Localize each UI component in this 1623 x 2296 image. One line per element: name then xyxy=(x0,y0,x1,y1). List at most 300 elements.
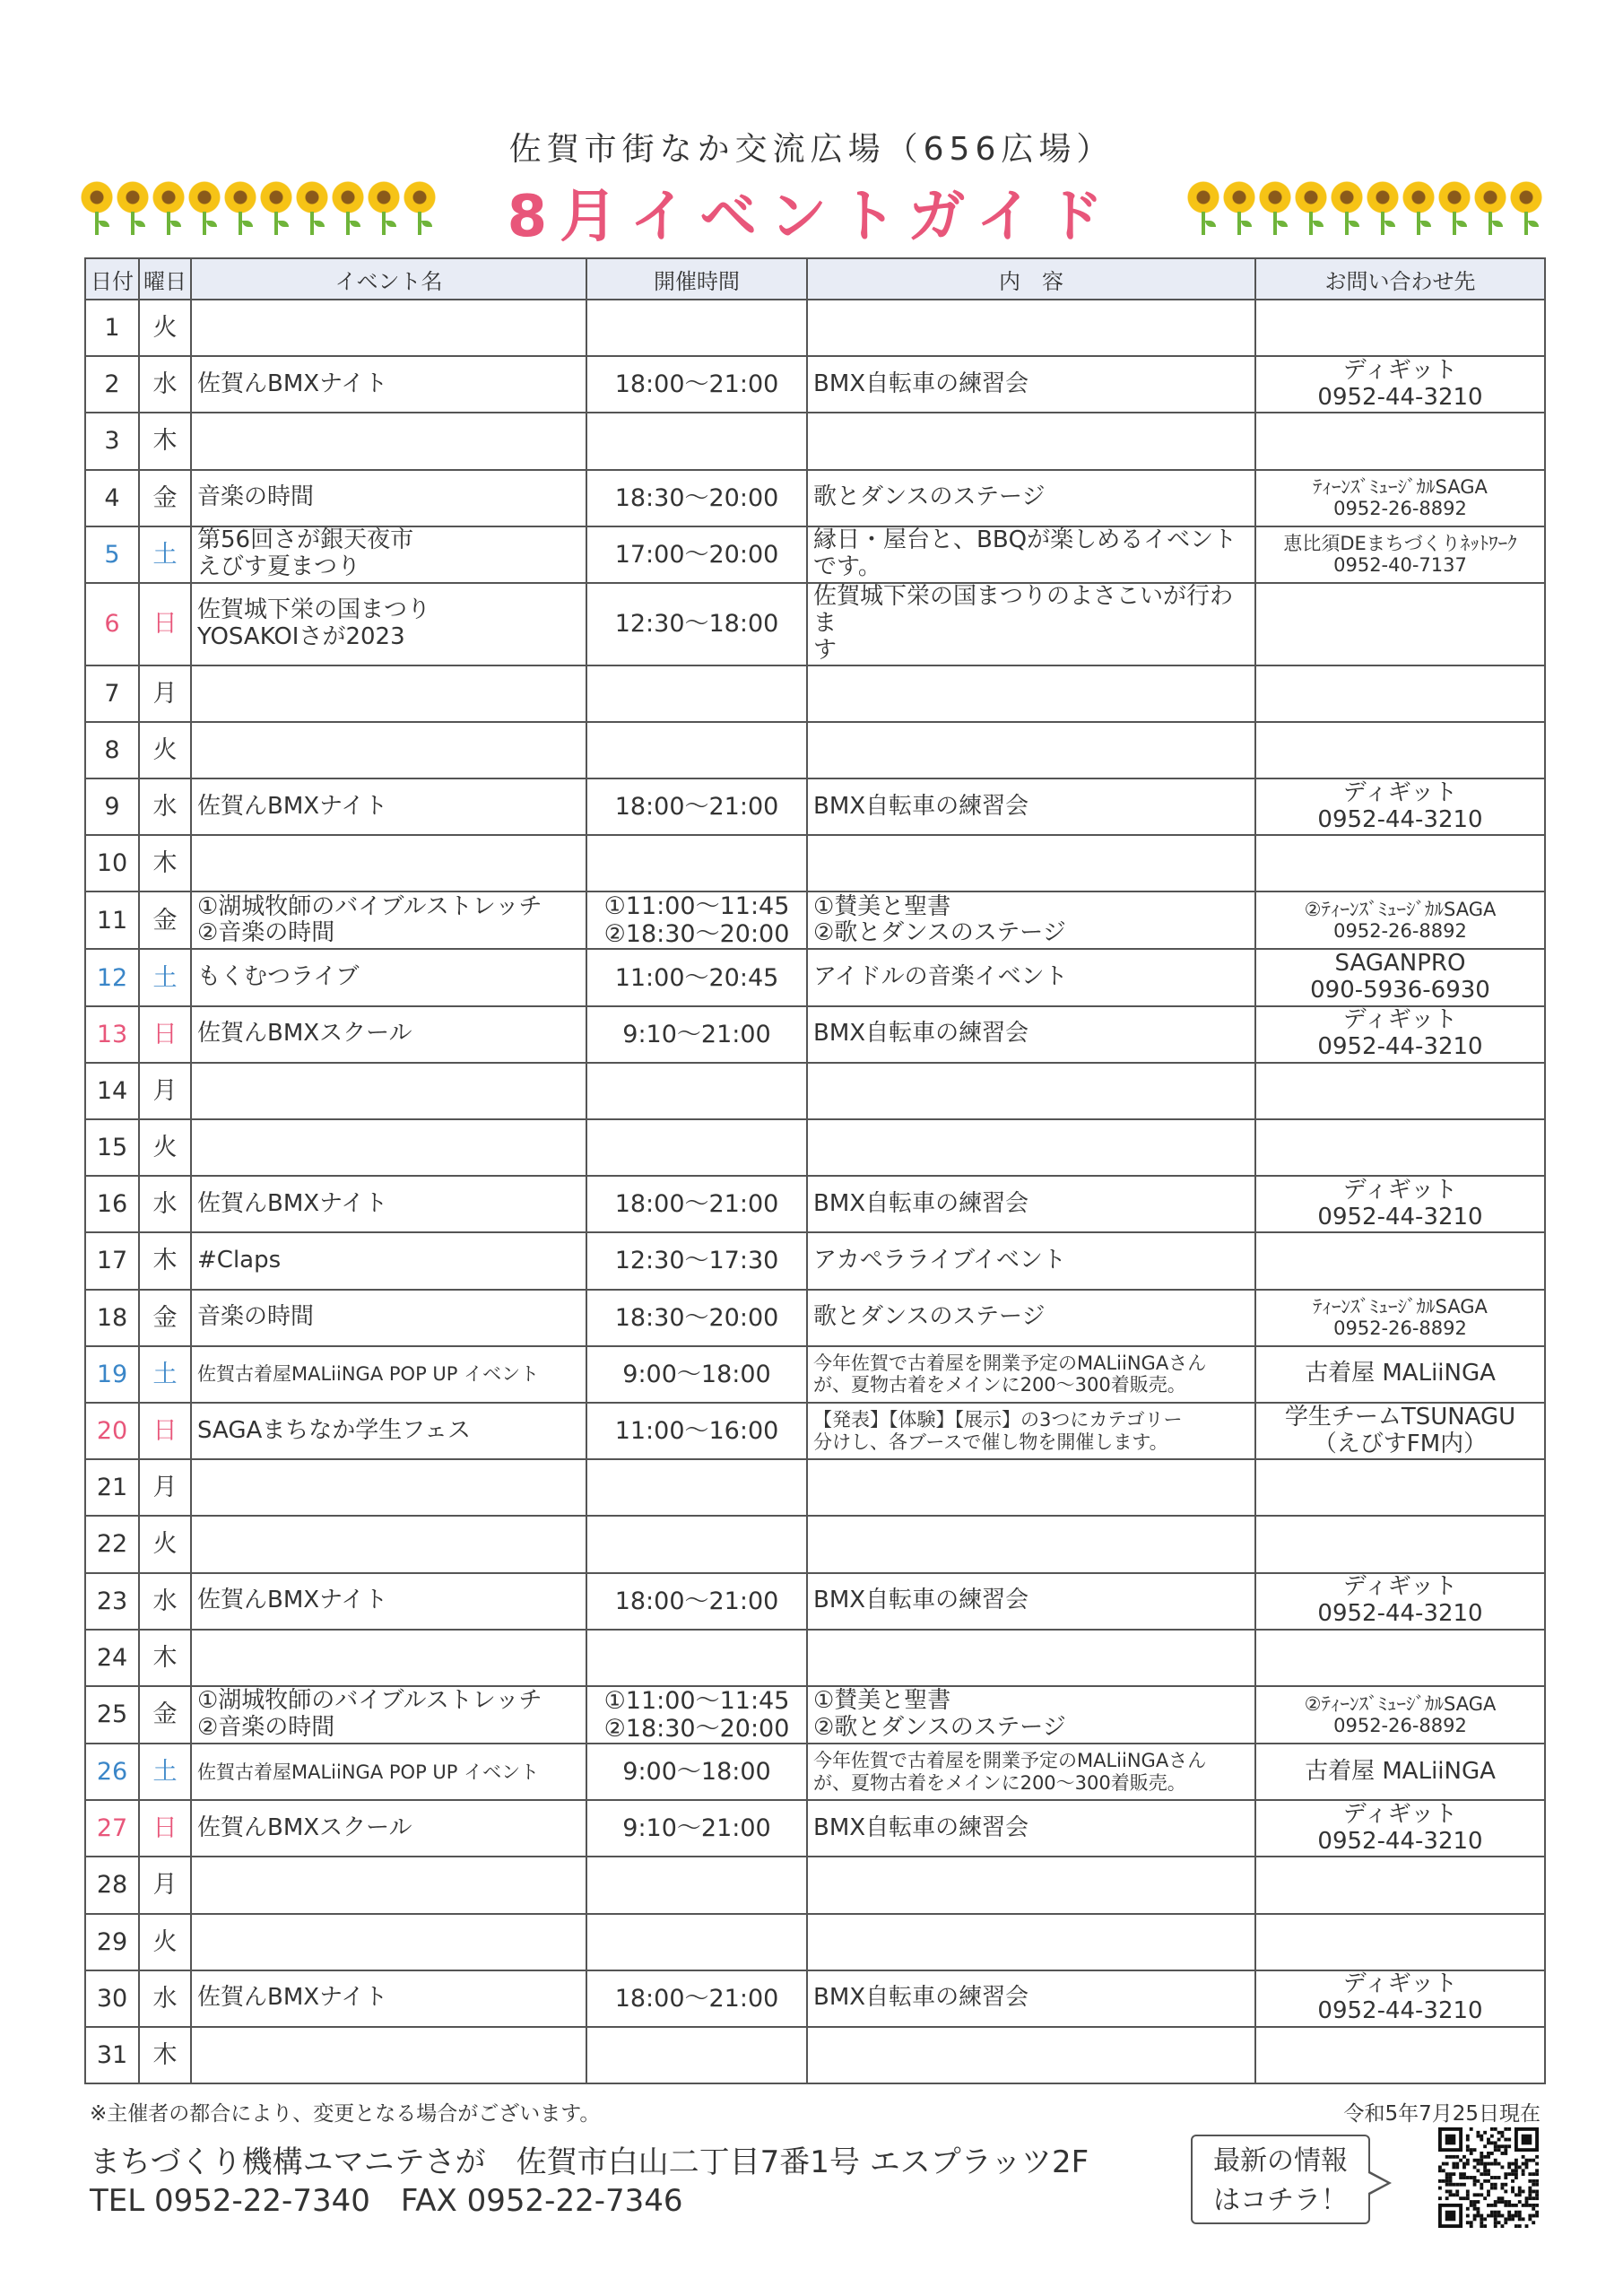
dow-cell: 火 xyxy=(139,1119,191,1176)
contact-cell-line: ディギット xyxy=(1342,1800,1458,1828)
event-name-cell xyxy=(191,1006,586,1063)
time-cell-line: 18:00～21:00 xyxy=(614,1587,779,1615)
table-row xyxy=(85,356,1545,413)
contact-cell xyxy=(1255,583,1545,665)
event-name-cell xyxy=(191,1346,586,1403)
date-cell: 10 xyxy=(85,835,139,891)
description-cell xyxy=(807,1857,1255,1913)
event-name-cell xyxy=(191,1403,586,1459)
title-row xyxy=(81,170,1542,251)
description-cell-line: BMX自転車の練習会 xyxy=(813,370,1029,397)
time-cell xyxy=(586,1970,807,2027)
sunflower-icon xyxy=(1438,181,1471,244)
description-cell xyxy=(807,1346,1255,1403)
contact-cell xyxy=(1255,722,1545,778)
event-name-cell xyxy=(191,1459,586,1516)
event-name-cell xyxy=(191,1970,586,2027)
footer-note: ※主催者の都合により、変更となる場合がございます。 xyxy=(90,2102,601,2126)
time-cell xyxy=(586,722,807,778)
time-cell xyxy=(586,1346,807,1403)
contact-cell xyxy=(1255,356,1545,413)
description-cell xyxy=(807,1800,1255,1857)
date-cell: 18 xyxy=(85,1290,139,1346)
event-name-cell xyxy=(191,413,586,469)
description-cell xyxy=(807,1119,1255,1176)
date-cell: 6 xyxy=(85,583,139,665)
time-cell-line: ①11:00～11:45 xyxy=(603,1686,790,1715)
dow-cell: 水 xyxy=(139,1573,191,1630)
event-name-cell-line: 佐賀んBMXナイト xyxy=(197,1587,388,1614)
contact-cell xyxy=(1255,835,1545,891)
dow-cell: 水 xyxy=(139,356,191,413)
callout-line-2: はコチラ！ xyxy=(1213,2184,1348,2216)
time-cell xyxy=(586,778,807,835)
time-cell xyxy=(586,1857,807,1913)
description-cell xyxy=(807,2027,1255,2083)
dow-cell: 水 xyxy=(139,1970,191,2027)
contact-cell-line: 0952-26-8892 xyxy=(1333,1714,1467,1736)
time-cell-line: 18:00～21:00 xyxy=(614,1984,779,2013)
table-row xyxy=(85,1176,1545,1232)
event-table xyxy=(84,257,1546,2084)
organizer-phone: TEL 0952-22-7340 FAX 0952-22-7346 xyxy=(90,2182,683,2219)
table-row xyxy=(85,835,1545,891)
event-name-cell-line: ②音楽の時間 xyxy=(197,1713,335,1741)
contact-cell xyxy=(1255,665,1545,722)
col-header-dow: 曜日 xyxy=(139,258,191,300)
time-cell xyxy=(586,1290,807,1346)
contact-cell-line: 恵比須DEまちづくりﾈｯﾄﾜｰｸ xyxy=(1283,533,1517,555)
table-row xyxy=(85,413,1545,469)
description-cell xyxy=(807,1459,1255,1516)
time-cell xyxy=(586,1686,807,1744)
event-name-cell xyxy=(191,2027,586,2083)
table-row xyxy=(85,1970,1545,2027)
event-name-cell-line: SAGAまちなか学生フェス xyxy=(197,1416,471,1444)
dow-cell: 月 xyxy=(139,665,191,722)
contact-cell-line: ディギット xyxy=(1342,1176,1458,1204)
description-cell-line: す xyxy=(813,636,838,664)
description-cell xyxy=(807,1232,1255,1289)
dow-cell: 日 xyxy=(139,583,191,665)
description-cell-line: アカペラライブイベント xyxy=(813,1247,1066,1274)
description-cell-line: 分けし、各ブースで催し物を開催します。 xyxy=(813,1431,1168,1453)
event-name-cell xyxy=(191,1744,586,1800)
table-row xyxy=(85,1857,1545,1913)
contact-cell xyxy=(1255,1686,1545,1744)
description-cell xyxy=(807,778,1255,835)
contact-cell-line: 0952-26-8892 xyxy=(1333,498,1467,520)
date-cell: 14 xyxy=(85,1063,139,1119)
date-cell: 23 xyxy=(85,1573,139,1630)
dow-cell: 木 xyxy=(139,2027,191,2083)
event-name-cell-line: 音楽の時間 xyxy=(197,1303,315,1331)
description-cell xyxy=(807,1573,1255,1630)
description-cell-line: ①賛美と聖書 xyxy=(813,1687,951,1715)
contact-cell-line: ディギット xyxy=(1342,778,1458,806)
contact-cell xyxy=(1255,1346,1545,1403)
dow-cell: 月 xyxy=(139,1857,191,1913)
time-cell xyxy=(586,1800,807,1857)
date-cell: 25 xyxy=(85,1686,139,1744)
description-cell-line: が、夏物古着をメインに200～300着販売。 xyxy=(813,1374,1186,1396)
sunflower-icon xyxy=(1510,181,1542,244)
table-row xyxy=(85,1914,1545,1970)
contact-cell-line: （えびすFM内） xyxy=(1313,1430,1488,1457)
contact-cell xyxy=(1255,1857,1545,1913)
event-name-cell-line: 音楽の時間 xyxy=(197,483,315,511)
date-cell: 12 xyxy=(85,949,139,1005)
date-cell: 22 xyxy=(85,1516,139,1572)
date-cell: 17 xyxy=(85,1232,139,1289)
table-row xyxy=(85,526,1545,583)
table-row xyxy=(85,1573,1545,1630)
contact-cell xyxy=(1255,2027,1545,2083)
sunflower-icon xyxy=(1331,181,1363,244)
time-cell xyxy=(586,665,807,722)
event-name-cell-line: #Claps xyxy=(197,1247,282,1274)
time-cell xyxy=(586,1176,807,1232)
col-header-date: 日付 xyxy=(85,258,139,300)
event-name-cell xyxy=(191,665,586,722)
sunflower-icon xyxy=(1402,181,1435,244)
contact-cell-line: ディギット xyxy=(1342,1006,1458,1034)
col-header-time: 開催時間 xyxy=(586,258,807,300)
time-cell xyxy=(586,1063,807,1119)
dow-cell: 木 xyxy=(139,835,191,891)
event-name-cell-line: ①湖城牧師のバイブルストレッチ xyxy=(197,1687,542,1715)
event-name-cell-line: 第56回さが銀天夜市 xyxy=(197,526,414,554)
time-cell-line: 18:00～21:00 xyxy=(614,370,779,399)
contact-cell-line: ﾃｨｰﾝｽﾞﾐｭｰｼﾞｶﾙSAGA xyxy=(1313,476,1488,499)
dow-cell: 土 xyxy=(139,1346,191,1403)
contact-cell-line: 0952-40-7137 xyxy=(1333,554,1467,577)
contact-cell-line: 090-5936-6930 xyxy=(1310,977,1490,1004)
sunflower-icon xyxy=(1259,181,1291,244)
contact-cell xyxy=(1255,413,1545,469)
description-cell xyxy=(807,1176,1255,1232)
description-cell-line: BMX自転車の練習会 xyxy=(813,1020,1029,1048)
event-name-cell xyxy=(191,470,586,526)
time-cell-line: 12:30～18:00 xyxy=(614,610,779,639)
date-cell: 20 xyxy=(85,1403,139,1459)
description-cell xyxy=(807,583,1255,665)
event-name-cell xyxy=(191,526,586,583)
description-cell-line: 歌とダンスのステージ xyxy=(813,483,1046,511)
table-row xyxy=(85,891,1545,949)
contact-cell xyxy=(1255,1290,1545,1346)
table-header-row xyxy=(85,258,1545,300)
event-name-cell-line: えびす夏まつり xyxy=(197,553,361,581)
time-cell xyxy=(586,1573,807,1630)
description-cell-line: 今年佐賀で古着屋を開業予定のMALiiNGAさん xyxy=(813,1750,1207,1772)
contact-cell xyxy=(1255,1006,1545,1063)
date-cell: 5 xyxy=(85,526,139,583)
event-name-cell-line: YOSAKOIさが2023 xyxy=(197,622,405,650)
contact-cell xyxy=(1255,1914,1545,1970)
event-name-cell xyxy=(191,1573,586,1630)
time-cell xyxy=(586,583,807,665)
table-row xyxy=(85,583,1545,665)
subtitle: 佐賀市街なか交流広場（656広場） xyxy=(508,131,1115,168)
description-cell-line: ②歌とダンスのステージ xyxy=(813,1713,1066,1741)
event-name-cell xyxy=(191,1063,586,1119)
time-cell xyxy=(586,1403,807,1459)
qr-code-icon[interactable] xyxy=(1438,2127,1539,2228)
time-cell xyxy=(586,1516,807,1572)
description-cell-line: ②歌とダンスのステージ xyxy=(813,919,1066,947)
contact-cell xyxy=(1255,1630,1545,1686)
contact-cell-line: ②ﾃｨｰﾝｽﾞﾐｭｰｼﾞｶﾙSAGA xyxy=(1304,899,1497,921)
time-cell xyxy=(586,300,807,356)
time-cell-line: ②18:30～20:00 xyxy=(603,1714,790,1743)
dow-cell: 木 xyxy=(139,413,191,469)
sunflower-row-right xyxy=(1187,181,1542,244)
date-cell: 3 xyxy=(85,413,139,469)
contact-cell-line: ディギット xyxy=(1342,1573,1458,1601)
event-name-cell-line: 佐賀んBMXナイト xyxy=(197,1984,388,2012)
dow-cell: 土 xyxy=(139,526,191,583)
latest-info-callout xyxy=(1191,2135,1370,2224)
dow-cell: 水 xyxy=(139,1176,191,1232)
time-cell-line: 9:00～18:00 xyxy=(622,1758,771,1787)
description-cell xyxy=(807,1290,1255,1346)
contact-cell xyxy=(1255,1176,1545,1232)
date-cell: 21 xyxy=(85,1459,139,1516)
col-header-contact: お問い合わせ先 xyxy=(1255,258,1545,300)
time-cell-line: 18:30～20:00 xyxy=(614,483,779,512)
date-cell: 7 xyxy=(85,665,139,722)
table-row xyxy=(85,1516,1545,1572)
description-cell-line: です。 xyxy=(813,553,881,581)
table-row xyxy=(85,949,1545,1005)
table-row xyxy=(85,1744,1545,1800)
organizer-address: まちづくり機構ユマニテさが 佐賀市白山二丁目7番1号 エスプラッツ2F xyxy=(90,2144,1089,2180)
col-header-desc: 内 容 xyxy=(807,258,1255,300)
date-cell: 13 xyxy=(85,1006,139,1063)
description-cell-line: アイドルの音楽イベント xyxy=(813,963,1068,991)
description-cell-line: BMX自転車の練習会 xyxy=(813,1189,1029,1217)
sunflower-icon xyxy=(1187,181,1219,244)
time-cell-line: 18:00～21:00 xyxy=(614,793,779,822)
page-title: 8月イベントガイド xyxy=(507,184,1116,250)
contact-cell xyxy=(1255,1744,1545,1800)
event-name-cell xyxy=(191,300,586,356)
event-name-cell-line: 佐賀んBMXスクール xyxy=(197,1020,412,1048)
contact-cell xyxy=(1255,1403,1545,1459)
time-cell xyxy=(586,1459,807,1516)
time-cell-line: 18:30～20:00 xyxy=(614,1303,779,1332)
description-cell-line: BMX自転車の練習会 xyxy=(813,1587,1029,1614)
contact-cell-line: 0952-44-3210 xyxy=(1317,1203,1483,1231)
event-name-cell xyxy=(191,835,586,891)
event-name-cell xyxy=(191,1232,586,1289)
organizer-info xyxy=(90,2144,1089,2220)
table-row xyxy=(85,1006,1545,1063)
contact-cell-line: 0952-26-8892 xyxy=(1333,920,1467,943)
table-row xyxy=(85,1800,1545,1857)
description-cell xyxy=(807,1744,1255,1800)
dow-cell: 土 xyxy=(139,949,191,1005)
time-cell-line: 12:30～17:30 xyxy=(614,1247,779,1275)
description-cell xyxy=(807,891,1255,949)
contact-cell xyxy=(1255,300,1545,356)
date-cell: 8 xyxy=(85,722,139,778)
event-name-cell-line: 佐賀城下栄の国まつり xyxy=(197,596,431,623)
event-name-cell xyxy=(191,356,586,413)
contact-cell-line: 0952-44-3210 xyxy=(1317,383,1483,411)
event-name-cell xyxy=(191,1516,586,1572)
dow-cell: 金 xyxy=(139,1290,191,1346)
date-cell: 27 xyxy=(85,1800,139,1857)
event-name-cell-line: 佐賀古着屋MALiiNGA POP UP イベント xyxy=(197,1363,540,1386)
table-row xyxy=(85,1630,1545,1686)
table-row xyxy=(85,722,1545,778)
contact-cell-line: 0952-44-3210 xyxy=(1317,1600,1483,1628)
dow-cell: 火 xyxy=(139,300,191,356)
table-row xyxy=(85,470,1545,526)
description-cell xyxy=(807,470,1255,526)
time-cell xyxy=(586,949,807,1005)
description-cell xyxy=(807,722,1255,778)
event-name-cell xyxy=(191,1686,586,1744)
time-cell-line: ②18:30～20:00 xyxy=(603,920,790,949)
time-cell xyxy=(586,2027,807,2083)
event-name-cell xyxy=(191,583,586,665)
dow-cell: 金 xyxy=(139,470,191,526)
date-cell: 30 xyxy=(85,1970,139,2027)
contact-cell xyxy=(1255,1119,1545,1176)
sunflower-icon xyxy=(1474,181,1506,244)
description-cell xyxy=(807,1630,1255,1686)
contact-cell-line: 0952-44-3210 xyxy=(1317,805,1483,833)
date-cell: 19 xyxy=(85,1346,139,1403)
contact-cell xyxy=(1255,949,1545,1005)
event-name-cell-line: 佐賀んBMXナイト xyxy=(197,1189,388,1217)
description-cell-line: 佐賀城下栄の国まつりのよさこいが行わま xyxy=(813,582,1234,637)
contact-cell xyxy=(1255,1232,1545,1289)
description-cell xyxy=(807,949,1255,1005)
event-name-cell xyxy=(191,722,586,778)
dow-cell: 金 xyxy=(139,891,191,949)
contact-cell-line: ディギット xyxy=(1342,356,1458,384)
description-cell xyxy=(807,1686,1255,1744)
time-cell-line: 9:10～21:00 xyxy=(622,1020,771,1048)
contact-cell-line: ②ﾃｨｰﾝｽﾞﾐｭｰｼﾞｶﾙSAGA xyxy=(1304,1692,1497,1715)
dow-cell: 火 xyxy=(139,1516,191,1572)
dow-cell: 土 xyxy=(139,1744,191,1800)
table-row xyxy=(85,1290,1545,1346)
event-name-cell-line: 佐賀んBMXナイト xyxy=(197,370,388,397)
contact-cell-line: 0952-44-3210 xyxy=(1317,1997,1483,2025)
event-name-cell xyxy=(191,1630,586,1686)
description-cell xyxy=(807,1970,1255,2027)
event-name-cell-line: 佐賀んBMXナイト xyxy=(197,792,388,820)
dow-cell: 月 xyxy=(139,1063,191,1119)
contact-cell xyxy=(1255,1516,1545,1572)
table-row xyxy=(85,1686,1545,1744)
date-cell: 15 xyxy=(85,1119,139,1176)
description-cell xyxy=(807,1516,1255,1572)
event-name-cell-line: ②音楽の時間 xyxy=(197,919,335,947)
date-cell: 28 xyxy=(85,1857,139,1913)
date-cell: 24 xyxy=(85,1630,139,1686)
event-name-cell xyxy=(191,1914,586,1970)
description-cell-line: 今年佐賀で古着屋を開業予定のMALiiNGAさん xyxy=(813,1352,1207,1375)
time-cell xyxy=(586,526,807,583)
time-cell xyxy=(586,1232,807,1289)
time-cell-line: 11:00～20:45 xyxy=(614,963,779,992)
contact-cell xyxy=(1255,526,1545,583)
contact-cell xyxy=(1255,1970,1545,2027)
dow-cell: 火 xyxy=(139,722,191,778)
contact-cell-line: 学生チームTSUNAGU xyxy=(1284,1403,1516,1431)
description-cell xyxy=(807,413,1255,469)
description-cell xyxy=(807,526,1255,583)
callout-tail-inner xyxy=(1368,2173,1387,2193)
event-name-cell xyxy=(191,778,586,835)
date-cell: 4 xyxy=(85,470,139,526)
time-cell xyxy=(586,1119,807,1176)
time-cell xyxy=(586,413,807,469)
contact-cell xyxy=(1255,778,1545,835)
date-cell: 31 xyxy=(85,2027,139,2083)
time-cell xyxy=(586,1630,807,1686)
table-row xyxy=(85,1119,1545,1176)
contact-cell xyxy=(1255,891,1545,949)
table-row xyxy=(85,300,1545,356)
contact-cell-line: SAGANPRO xyxy=(1334,950,1466,978)
description-cell-line: ①賛美と聖書 xyxy=(813,892,951,920)
dow-cell: 金 xyxy=(139,1686,191,1744)
description-cell-line: BMX自転車の練習会 xyxy=(813,792,1029,820)
description-cell-line: 縁日・屋台と、BBQが楽しめるイベント xyxy=(813,526,1237,554)
description-cell-line: BMX自転車の練習会 xyxy=(813,1813,1029,1841)
contact-cell xyxy=(1255,1459,1545,1516)
description-cell xyxy=(807,665,1255,722)
description-cell-line: 歌とダンスのステージ xyxy=(813,1303,1046,1331)
time-cell-line: 11:00～16:00 xyxy=(614,1417,779,1446)
contact-cell-line: 0952-26-8892 xyxy=(1333,1318,1467,1340)
time-cell xyxy=(586,891,807,949)
event-name-cell-line: もくむつライブ xyxy=(197,963,360,991)
contact-cell xyxy=(1255,1573,1545,1630)
time-cell-line: ①11:00～11:45 xyxy=(603,892,790,921)
description-cell-line: 【発表】【体験】【展示】の3つにカテゴリー xyxy=(813,1409,1183,1431)
date-cell: 29 xyxy=(85,1914,139,1970)
time-cell xyxy=(586,356,807,413)
event-name-cell-line: 佐賀んBMXスクール xyxy=(197,1813,412,1841)
description-cell xyxy=(807,356,1255,413)
contact-cell-line: 古着屋 MALiiNGA xyxy=(1305,1757,1496,1785)
time-cell xyxy=(586,470,807,526)
event-name-cell xyxy=(191,1176,586,1232)
contact-cell xyxy=(1255,470,1545,526)
table-row xyxy=(85,778,1545,835)
time-cell-line: 9:00～18:00 xyxy=(622,1360,771,1388)
date-cell: 11 xyxy=(85,891,139,949)
sunflower-icon xyxy=(1367,181,1399,244)
date-cell: 1 xyxy=(85,300,139,356)
date-cell: 26 xyxy=(85,1744,139,1800)
contact-cell-line: 0952-44-3210 xyxy=(1317,1033,1483,1061)
time-cell xyxy=(586,1006,807,1063)
sunflower-icon xyxy=(1295,181,1327,244)
contact-cell-line: 0952-44-3210 xyxy=(1317,1827,1483,1855)
contact-cell xyxy=(1255,1063,1545,1119)
dow-cell: 日 xyxy=(139,1006,191,1063)
table-row xyxy=(85,665,1545,722)
